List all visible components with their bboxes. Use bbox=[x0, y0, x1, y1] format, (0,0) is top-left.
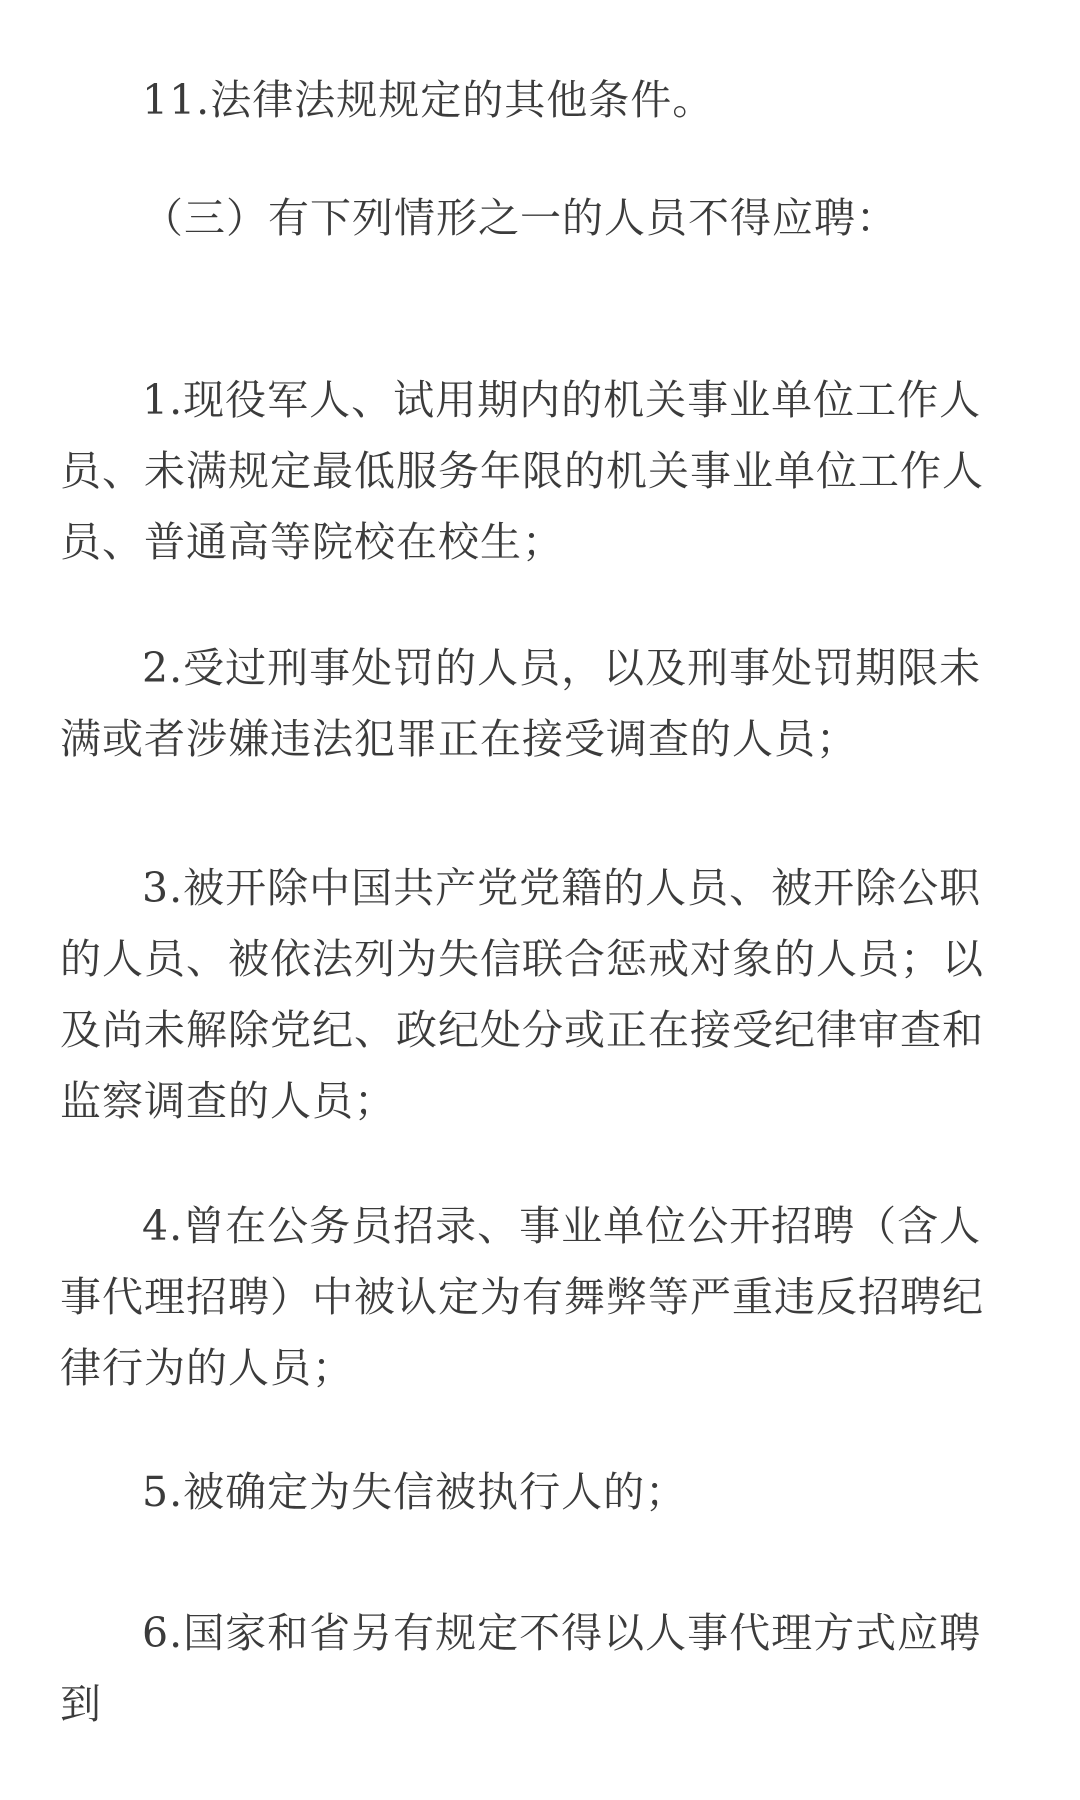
paragraph-item-2: 2.受过刑事处罚的人员，以及刑事处罚期限未满或者涉嫌违法犯罪正在接受调查的人员； bbox=[60, 644, 982, 763]
paragraph-item-6: 6.国家和省另有规定不得以人事代理方式应聘到 bbox=[60, 1609, 982, 1728]
paragraph-condition-11: 11.法律法规规定的其他条件。 bbox=[142, 76, 715, 124]
paragraph-item-4: 4.曾在公务员招录、事业单位公开招聘（含人事代理招聘）中被认定为有舞弊等严重违反招聘纪律行为的人员； bbox=[60, 1202, 984, 1392]
paragraph-item-3: 3.被开除中国共产党党籍的人员、被开除公职的人员、被依法列为失信联合惩戒对象的人员；以及尚未解除党纪、政纪处分或正在接受纪律审查和监察调查的人员； bbox=[60, 864, 984, 1125]
paragraph-item-1: 1.现役军人、试用期内的机关事业单位工作人员、未满规定最低服务年限的机关事业单位工作人员、普通高等院校在校生； bbox=[60, 376, 984, 566]
paragraph-item-5: 5.被确定为失信被执行人的； bbox=[142, 1468, 688, 1516]
paragraph-section-three-heading: （三）有下列情形之一的人员不得应聘： bbox=[142, 194, 898, 242]
